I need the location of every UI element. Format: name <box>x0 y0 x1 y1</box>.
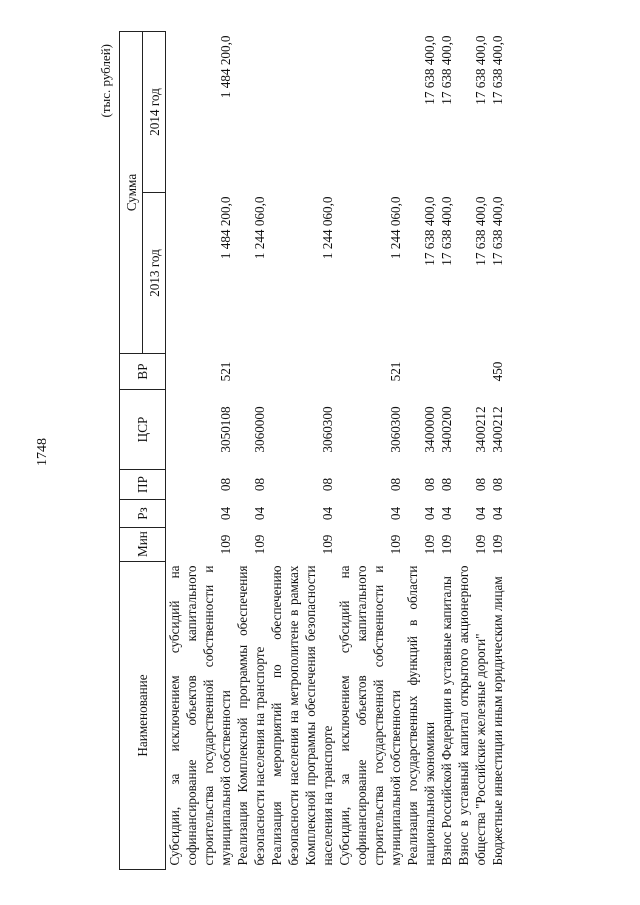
table-row <box>234 32 268 870</box>
cell-vr <box>234 354 268 390</box>
cell-csr: 3050108 <box>218 406 233 453</box>
header-vr: ВР <box>120 354 166 390</box>
cell-min: 109 <box>320 534 335 555</box>
cell-2013: 1 244 060,0 <box>388 196 403 260</box>
cell-2014: 17 638 400,0 <box>422 35 437 105</box>
cell-csr: 3060000 <box>252 406 267 453</box>
cell-2014: 17 638 400,0 <box>473 35 488 105</box>
header-2013: 2013 год <box>143 193 166 354</box>
cell-rz: 04 <box>252 506 267 521</box>
cell-pr: 08 <box>320 477 335 492</box>
table-body <box>166 32 507 870</box>
cell-vr <box>268 354 336 390</box>
cell-pr: 08 <box>252 477 267 492</box>
cell-name: Бюджетные инвестиции иным юридическим лицам <box>490 576 505 866</box>
cell-rz: 04 <box>320 506 335 521</box>
cell-2014 <box>268 32 336 193</box>
cell-name: Субсидии, за исключением субсидий на софинансирование объектов капитального строительства государственной собственности и муниципальной собственности <box>337 565 403 866</box>
cell-name: Субсидии, за исключением субсидий на софинансирование объектов капитального строительства государственной собственности и муниципальной собственности <box>167 565 233 866</box>
cell-2013: 17 638 400,0 <box>439 196 454 266</box>
cell-name: Взнос в уставный капитал открытого акционерного общества "Российские железные дороги" <box>456 565 488 866</box>
header-pr: ПР <box>120 470 166 500</box>
cell-pr: 08 <box>422 477 437 492</box>
cell-vr: 521 <box>218 361 233 382</box>
cell-vr <box>404 354 438 390</box>
cell-2014: 17 638 400,0 <box>490 35 505 105</box>
header-csr: ЦСР <box>120 390 166 470</box>
cell-min: 109 <box>490 534 505 555</box>
cell-name: Реализация государственных функций в области национальной экономики <box>405 565 437 866</box>
cell-2013: 1 244 060,0 <box>252 196 267 260</box>
cell-csr: 3400200 <box>439 406 454 453</box>
table-row <box>268 32 336 870</box>
cell-csr: 3400212 <box>490 406 505 453</box>
cell-pr: 08 <box>218 477 233 492</box>
cell-2014 <box>234 32 268 193</box>
header-2014: 2014 год <box>143 32 166 193</box>
cell-rz: 04 <box>388 506 403 521</box>
table-row <box>489 32 506 870</box>
cell-pr: 08 <box>490 477 505 492</box>
cell-name: Взнос Российской Федерации в уставные капиталы <box>439 576 454 866</box>
cell-rz: 04 <box>473 506 488 521</box>
cell-2014 <box>336 32 404 193</box>
cell-name: Реализация мероприятий по обеспечению безопасности населения на метрополитене в рамках Комплексной программы обеспечения безопасности населения на транспорте <box>269 565 335 866</box>
cell-vr <box>438 354 455 390</box>
cell-2014: 1 484 200,0 <box>218 35 233 99</box>
header-sum: Сумма <box>120 32 143 354</box>
page-number: 1748 <box>35 438 50 466</box>
cell-csr: 3060300 <box>320 406 335 453</box>
cell-min: 109 <box>473 534 488 555</box>
cell-min: 109 <box>252 534 267 555</box>
cell-csr: 3400000 <box>422 406 437 453</box>
cell-2013: 17 638 400,0 <box>473 196 488 266</box>
cell-name: Реализация Комплексной программы обеспечения безопасности населения на транспорте <box>235 565 267 866</box>
cell-csr: 3400212 <box>473 406 488 453</box>
cell-min: 109 <box>422 534 437 555</box>
header-name: Наименование <box>120 562 166 870</box>
table-row <box>438 32 455 870</box>
cell-min: 109 <box>218 534 233 555</box>
rotated-page <box>95 32 545 870</box>
table-row <box>404 32 438 870</box>
cell-pr: 08 <box>439 477 454 492</box>
cell-2013: 17 638 400,0 <box>422 196 437 266</box>
cell-rz: 04 <box>439 506 454 521</box>
cell-rz: 04 <box>490 506 505 521</box>
cell-min: 109 <box>388 534 403 555</box>
cell-vr: 450 <box>490 361 505 382</box>
table-row <box>166 32 235 870</box>
cell-rz: 04 <box>218 506 233 521</box>
header-rz: Рз <box>120 500 166 528</box>
cell-rz: 04 <box>422 506 437 521</box>
cell-vr: 521 <box>388 361 403 382</box>
cell-2014: 17 638 400,0 <box>439 35 454 105</box>
cell-pr: 08 <box>473 477 488 492</box>
table-row <box>455 32 489 870</box>
budget-table <box>119 31 506 870</box>
cell-min: 109 <box>439 534 454 555</box>
units-note: (тыс. рублей) <box>98 44 113 118</box>
table-row <box>336 32 404 870</box>
header-min: Мин <box>120 528 166 562</box>
cell-2013: 1 484 200,0 <box>218 196 233 260</box>
header-row-1 <box>120 32 143 870</box>
cell-vr <box>455 354 489 390</box>
cell-pr: 08 <box>388 477 403 492</box>
cell-2013: 1 244 060,0 <box>320 196 335 260</box>
cell-csr: 3060300 <box>388 406 403 453</box>
cell-2013: 17 638 400,0 <box>490 196 505 266</box>
